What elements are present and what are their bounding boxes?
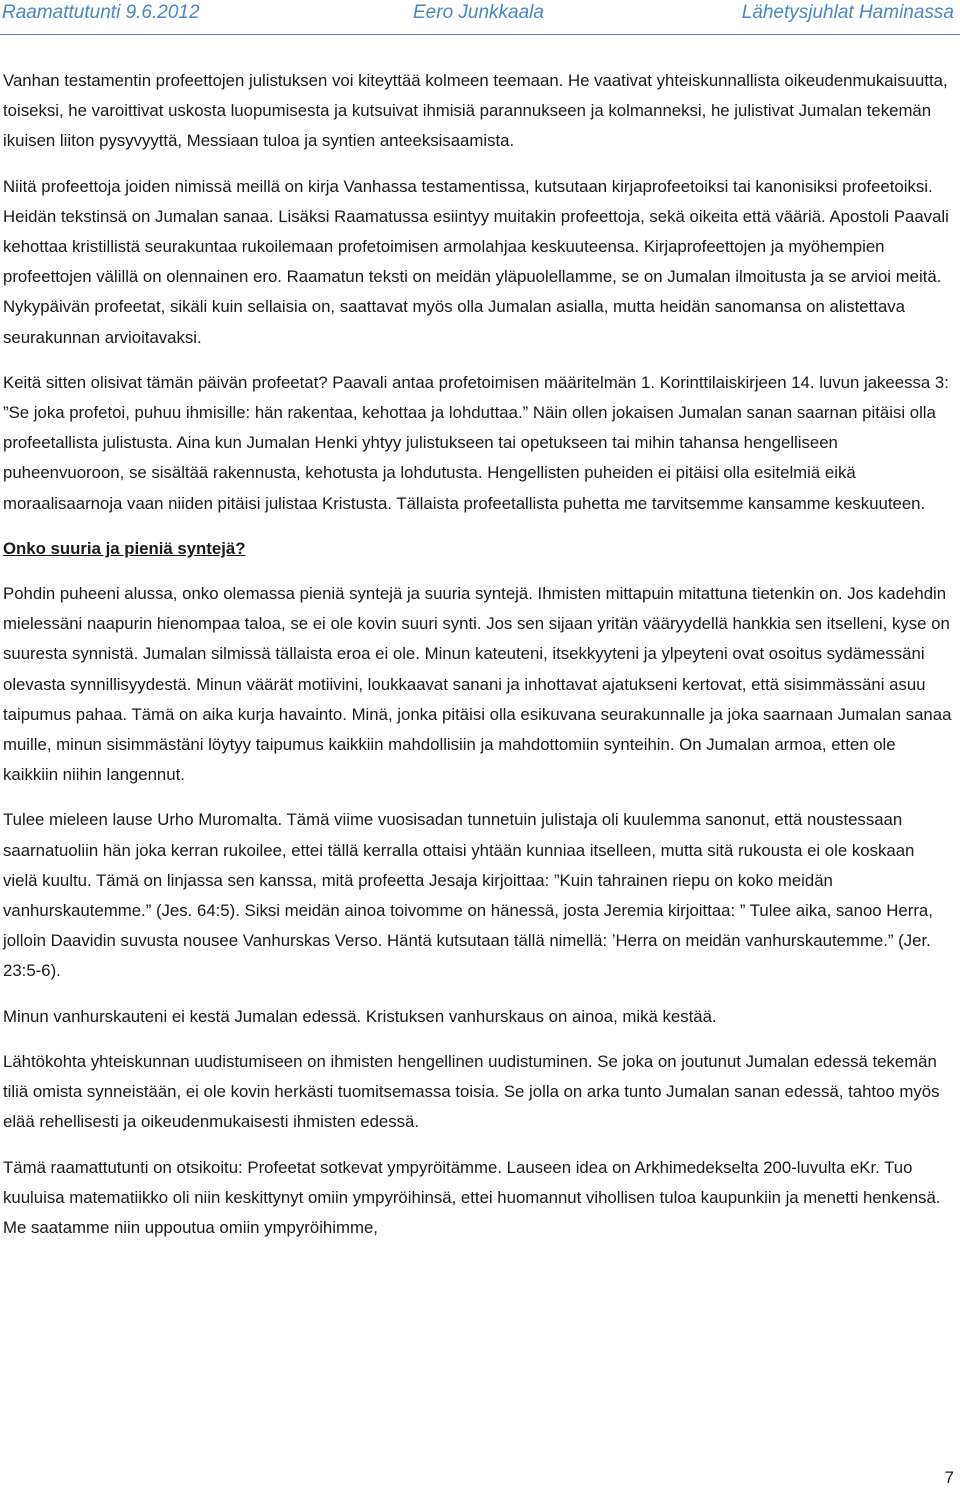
paragraph-small-and-big-sins: Pohdin puheeni alussa, onko olemassa pieniä syntejä ja suuria syntejä. Ihmisten mittapuin mitattuna tietenkin on. Jos kadehdin mielessäni naapurin hienompaa taloa, se ei ole kovin suuri synti. Jos sen sijaan yritän vääryydellä hankkia sen itselleni, kyse on suuresta synnistä. Jumalan silmissä tällaista eroa ei ole. Minun kateuteni, itsekkyyteni ja ylpeyteni ovat osoitus sydämessäni olevasta synnillisyydestä. Minun väärät motiivini, loukkaavat sanani ja inhottavat ajatukseni kertovat, että sisimmässäni asuu taipumus pahaa. Tämä on aika kurja havainto. Minä, jonka pitäisi olla esikuvana seurakunnalle ja joka saarnaan Jumalan sanaa muille, minun sisimmästäni löytyy taipumus kaikkiin mahdollisiin ja mahdottomiin synteihin. On Jumalan armoa, etten ole kaikkiin niihin langennut.: [3, 584, 952, 785]
section-heading: Onko suuria ja pieniä syntejä?: [3, 538, 246, 558]
paragraph-righteousness: Minun vanhurskauteni ei kestä Jumalan edessä. Kristuksen vanhurskaus on ainoa, mikä kestää.: [3, 1006, 717, 1026]
paragraph-urho-muroma: Tulee mieleen lause Urho Muromalta. Tämä viime vuosisadan tunnetuin julistaja oli kuulemma sanonut, että noustessaan saarnatuoliin hän joka kerran rukoilee, ettei tällä kerralla ottaisi yhtään kunniaa itselleen, mutta sitä rukousta ei ole koskaan vielä kuultu. Tämä on linjassa sen kanssa, mitä profeetta Jesaja kirjoittaa: ”Kuin tahrainen riepu on koko meidän vanhurskautemme.” (Jes. 64:5). Siksi meidän ainoa toivomme on hänessä, josta Jeremia kirjoittaa: ” Tulee aika, sanoo Herra, jolloin Daavidin suvusta nousee Vanhurskas Verso. Häntä kutsutaan tällä nimellä: ’Herra on meidän vanhurskautemme.” (Jer. 23:5-6).: [3, 810, 933, 981]
header-author: Eero Junkkaala: [413, 2, 544, 23]
document-body: [3, 66, 953, 1258]
paragraph-canonical-prophets: Niitä profeettoja joiden nimissä meillä on kirja Vanhassa testamentissa, kutsutaan kirjaprofeetoiksi tai kanonisiksi profeetoiksi. Heidän tekstinsä on Jumalan sanaa. Lisäksi Raamatussa esiintyy muitakin profeettoja, sekä oikeita että vääriä. Apostoli Paavali kehottaa kristillistä seurakuntaa rukoilemaan profetoimisen armolahjaa keskuuteensa. Kirjaprofeettojen ja myöhempien profeettojen välillä on olennainen ero. Raamatun teksti on meidän yläpuolellamme, se on Jumalan ilmoitusta ja se arvioi meitä. Nykypäivän profeetat, sikäli kuin sellaisia on, saattavat myös olla Jumalan asialla, mutta heidän sanomansa on alistettava seurakunnan arvioitavaksi.: [3, 176, 949, 347]
paragraph-prophets-themes: Vanhan testamentin profeettojen julistuksen voi kiteyttää kolmeen teemaan. He vaativat yhteiskunnallista oikeudenmukaisuutta, toiseksi, he varoittivat uskosta luopumisesta ja kutsuivat ihmisiä parannukseen ja kolmanneksi, he julistivat Jumalan tekemän ikuisen liiton pysyvyyttä, Messiaan tuloa ja syntien anteeksisaamista.: [3, 71, 948, 151]
page-number: 7: [944, 1468, 954, 1487]
header-lesson-date: Raamattutunti 9.6.2012: [2, 2, 200, 23]
paragraph-archimedes: Tämä raamattutunti on otsikoitu: Profeetat sotkevat ympyröitämme. Lauseen idea on Arkhimedekselta 200-luvulta eKr. Tuo kuuluisa matematiikko oli niin keskittynyt omiin ympyröihinsä, ettei huomannut vihollisen tuloa kaupunkiin ja menetti henkensä. Me saatamme niin uppoutua omiin ympyröihimme,: [3, 1157, 941, 1237]
paragraph-todays-prophets: Keitä sitten olisivat tämän päivän profeetat? Paavali antaa profetoimisen määritelmän 1. Korinttilaiskirjeen 14. luvun jakeessa 3: ”Se joka profetoi, puhuu ihmisille: hän rakentaa, kehottaa ja lohduttaa.” Näin ollen jokaisen Jumalan sanan saarnan pitäisi olla profeetallista julistusta. Aina kun Jumalan Henki yhtyy julistukseen tai opetukseen tai mihin tahansa hengelliseen puheenvuoroon, se sisältää rakennusta, kehotusta ja lohdutusta. Hengellisten puheiden ei pitäisi olla esitelmiä eikä moraalisaarnoja vaan niiden pitäisi julistaa Kristusta. Tällaista profeetallista puhetta me tarvitsemme kansamme keskuuteen.: [3, 372, 949, 513]
paragraph-society-renewal: Lähtökohta yhteiskunnan uudistumiseen on ihmisten hengellinen uudistuminen. Se joka on joutunut Jumalan edessä tekemän tiliä omista synneistään, ei ole kovin herkästi tuomitsemassa toisia. Se jolla on arka tunto Jumalan sanan edessä, tahtoo myös elää rehellisesti ja oikeudenmukaisesti ihmisten edessä.: [3, 1051, 940, 1132]
header-event: Lähetysjuhlat Haminassa: [741, 2, 954, 23]
header-divider: [0, 34, 960, 35]
page-header: [0, 0, 960, 38]
